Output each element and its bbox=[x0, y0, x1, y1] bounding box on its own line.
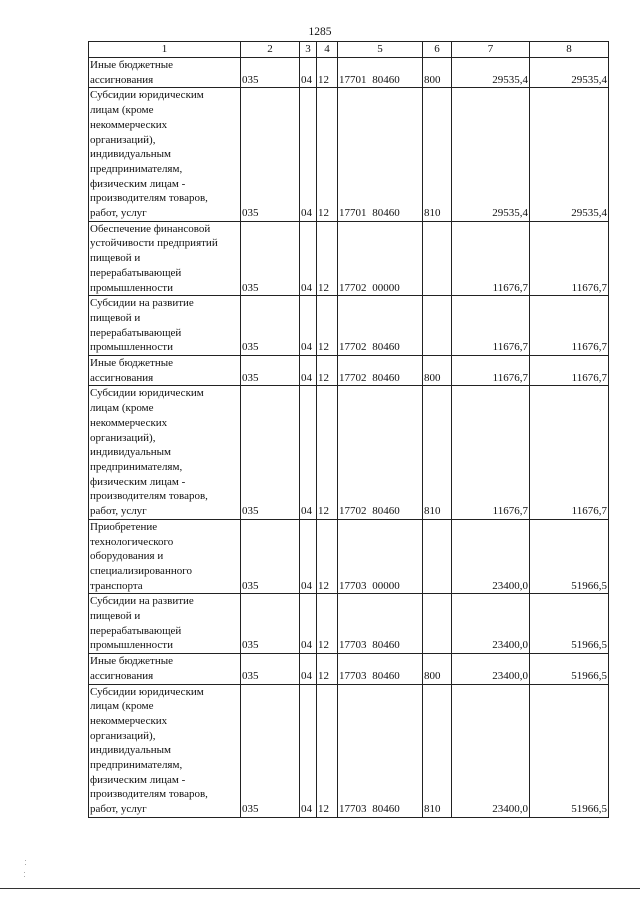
expense-type-cell bbox=[423, 221, 452, 296]
expense-type-cell: 810 bbox=[423, 386, 452, 519]
column-number-row bbox=[89, 42, 609, 58]
column-number-5: 5 bbox=[338, 42, 423, 58]
target-article-cell: 17701 80460 bbox=[338, 58, 423, 88]
amount-year1-cell: 29535,4 bbox=[452, 58, 530, 88]
table-row bbox=[89, 221, 609, 296]
expense-type-cell: 800 bbox=[423, 654, 452, 684]
section-cell: 04 bbox=[300, 654, 317, 684]
item-name-cell: Субсидии юридическим лицам (кроме некоммерческих организаций), индивидуальным предпринимателям, физическим лицам - производителям товаров, работ, услуг bbox=[89, 88, 241, 221]
section-cell: 04 bbox=[300, 356, 317, 386]
ministry-code-cell: 035 bbox=[241, 221, 300, 296]
subsection-cell: 12 bbox=[317, 296, 338, 356]
amount-year1-cell: 11676,7 bbox=[452, 296, 530, 356]
amount-year1-cell: 23400,0 bbox=[452, 654, 530, 684]
amount-year2-cell: 11676,7 bbox=[530, 356, 609, 386]
target-article-cell: 17702 80460 bbox=[338, 386, 423, 519]
target-article-cell: 17702 80460 bbox=[338, 296, 423, 356]
subsection-cell: 12 bbox=[317, 594, 338, 654]
amount-year2-cell: 51966,5 bbox=[530, 684, 609, 817]
item-name-cell: Приобретение технологического оборудования и специализированного транспорта bbox=[89, 519, 241, 594]
margin-marks bbox=[22, 858, 36, 880]
ministry-code-cell: 035 bbox=[241, 594, 300, 654]
target-article-cell: 17703 00000 bbox=[338, 519, 423, 594]
table-row bbox=[89, 594, 609, 654]
budget-table bbox=[88, 41, 609, 818]
amount-year2-cell: 51966,5 bbox=[530, 594, 609, 654]
section-cell: 04 bbox=[300, 296, 317, 356]
ministry-code-cell: 035 bbox=[241, 386, 300, 519]
target-article-cell: 17702 00000 bbox=[338, 221, 423, 296]
table-row bbox=[89, 519, 609, 594]
ministry-code-cell: 035 bbox=[241, 88, 300, 221]
target-article-cell: 17701 80460 bbox=[338, 88, 423, 221]
expense-type-cell bbox=[423, 519, 452, 594]
subsection-cell: 12 bbox=[317, 684, 338, 817]
amount-year1-cell: 11676,7 bbox=[452, 221, 530, 296]
item-name-cell: Субсидии юридическим лицам (кроме некоммерческих организаций), индивидуальным предпринимателям, физическим лицам - производителям товаров, работ, услуг bbox=[89, 684, 241, 817]
amount-year1-cell: 11676,7 bbox=[452, 356, 530, 386]
section-cell: 04 bbox=[300, 519, 317, 594]
expense-type-cell: 800 bbox=[423, 356, 452, 386]
subsection-cell: 12 bbox=[317, 654, 338, 684]
table-row bbox=[89, 386, 609, 519]
target-article-cell: 17703 80460 bbox=[338, 654, 423, 684]
expense-type-cell bbox=[423, 296, 452, 356]
item-name-cell: Субсидии юридическим лицам (кроме некоммерческих организаций), индивидуальным предпринимателям, физическим лицам - производителям товаров, работ, услуг bbox=[89, 386, 241, 519]
amount-year1-cell: 29535,4 bbox=[452, 88, 530, 221]
column-number-7: 7 bbox=[452, 42, 530, 58]
subsection-cell: 12 bbox=[317, 221, 338, 296]
column-number-4: 4 bbox=[317, 42, 338, 58]
amount-year1-cell: 11676,7 bbox=[452, 386, 530, 519]
ministry-code-cell: 035 bbox=[241, 296, 300, 356]
ministry-code-cell: 035 bbox=[241, 58, 300, 88]
amount-year2-cell: 29535,4 bbox=[530, 88, 609, 221]
subsection-cell: 12 bbox=[317, 88, 338, 221]
section-cell: 04 bbox=[300, 221, 317, 296]
amount-year2-cell: 11676,7 bbox=[530, 296, 609, 356]
ministry-code-cell: 035 bbox=[241, 684, 300, 817]
item-name-cell: Обеспечение финансовой устойчивости предприятий пищевой и перерабатывающей промышленности bbox=[89, 221, 241, 296]
subsection-cell: 12 bbox=[317, 356, 338, 386]
column-number-6: 6 bbox=[423, 42, 452, 58]
ministry-code-cell: 035 bbox=[241, 654, 300, 684]
table-row bbox=[89, 654, 609, 684]
table-row bbox=[89, 684, 609, 817]
column-number-8: 8 bbox=[530, 42, 609, 58]
table-row bbox=[89, 88, 609, 221]
section-cell: 04 bbox=[300, 594, 317, 654]
amount-year2-cell: 11676,7 bbox=[530, 386, 609, 519]
ministry-code-cell: 035 bbox=[241, 356, 300, 386]
item-name-cell: Иные бюджетные ассигнования bbox=[89, 356, 241, 386]
expense-type-cell: 810 bbox=[423, 88, 452, 221]
table-row bbox=[89, 296, 609, 356]
item-name-cell: Иные бюджетные ассигнования bbox=[89, 58, 241, 88]
subsection-cell: 12 bbox=[317, 519, 338, 594]
amount-year1-cell: 23400,0 bbox=[452, 684, 530, 817]
target-article-cell: 17703 80460 bbox=[338, 594, 423, 654]
amount-year1-cell: 23400,0 bbox=[452, 594, 530, 654]
amount-year1-cell: 23400,0 bbox=[452, 519, 530, 594]
target-article-cell: 17702 80460 bbox=[338, 356, 423, 386]
subsection-cell: 12 bbox=[317, 58, 338, 88]
amount-year2-cell: 29535,4 bbox=[530, 58, 609, 88]
bottom-rule bbox=[0, 888, 640, 889]
expense-type-cell: 810 bbox=[423, 684, 452, 817]
amount-year2-cell: 51966,5 bbox=[530, 654, 609, 684]
page-number: 1285 bbox=[308, 26, 332, 38]
section-cell: 04 bbox=[300, 386, 317, 519]
expense-type-cell bbox=[423, 594, 452, 654]
table-row bbox=[89, 58, 609, 88]
ministry-code-cell: 035 bbox=[241, 519, 300, 594]
section-cell: 04 bbox=[300, 58, 317, 88]
item-name-cell: Иные бюджетные ассигнования bbox=[89, 654, 241, 684]
table-row bbox=[89, 356, 609, 386]
amount-year2-cell: 11676,7 bbox=[530, 221, 609, 296]
expense-type-cell: 800 bbox=[423, 58, 452, 88]
column-number-3: 3 bbox=[300, 42, 317, 58]
item-name-cell: Субсидии на развитие пищевой и перерабатывающей промышленности bbox=[89, 594, 241, 654]
amount-year2-cell: 51966,5 bbox=[530, 519, 609, 594]
subsection-cell: 12 bbox=[317, 386, 338, 519]
section-cell: 04 bbox=[300, 684, 317, 817]
target-article-cell: 17703 80460 bbox=[338, 684, 423, 817]
column-number-1: 1 bbox=[89, 42, 241, 58]
item-name-cell: Субсидии на развитие пищевой и перерабатывающей промышленности bbox=[89, 296, 241, 356]
column-number-2: 2 bbox=[241, 42, 300, 58]
section-cell: 04 bbox=[300, 88, 317, 221]
